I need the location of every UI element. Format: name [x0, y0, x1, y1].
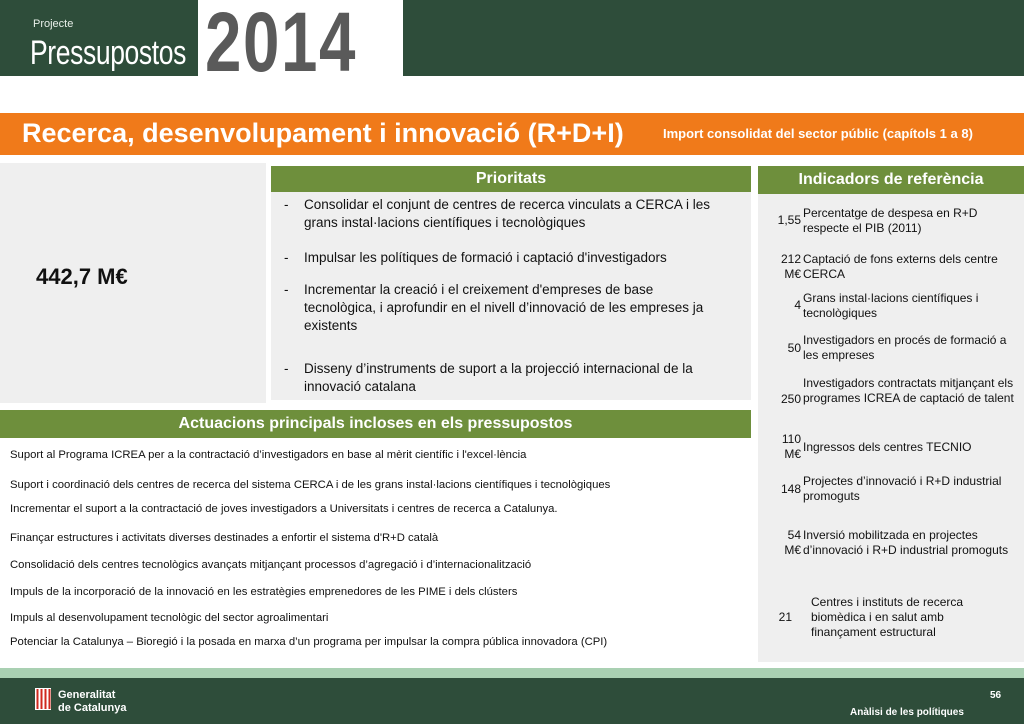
indicator-value: 50: [787, 341, 801, 355]
header-title: Pressupostos: [30, 34, 186, 72]
action-item: Suport i coordinació dels centres de recerca del sistema CERCA i de les grans instal·lacions científiques i tecnològiques: [10, 479, 611, 491]
indicators-heading: Indicadors de referència: [758, 166, 1024, 194]
priority-text: Disseny d’instruments de suport a la projecció internacional de la innovació catalana: [304, 361, 693, 394]
indicator-value: 250: [780, 392, 801, 406]
footer-section-label: Anàlisi de les polítiques: [850, 707, 964, 718]
priority-item: [284, 281, 729, 335]
bullet-dash: -: [284, 197, 289, 212]
indicator-value: 212 M€: [780, 252, 801, 281]
header-year: 2014: [205, 0, 358, 89]
action-item: Finançar estructures i activitats diverses destinades a enfortir el sistema d'R+D català: [10, 532, 439, 544]
action-item: Impuls al desenvolupament tecnològic del sector agroalimentari: [10, 612, 329, 624]
budget-amount: 442,7 M€: [36, 264, 128, 289]
indicator-value: 21: [778, 610, 792, 624]
indicator-value: 4: [794, 298, 801, 312]
action-item: Impuls de la incorporació de la innovació en les estratègies emprenedores de les PIME i dels clústers: [10, 586, 518, 598]
indicator-value: 148: [780, 482, 801, 496]
section-title: Recerca, desenvolupament i innovació (R+D+I): [22, 118, 624, 148]
org-name-line2: de Catalunya: [58, 702, 127, 714]
indicator-value: 54 M€: [784, 528, 801, 557]
priority-text: Incrementar la creació i el creixement d'empreses de base tecnològica, i aprofundir en el nivell d’innovació de les empreses ja existents: [304, 282, 704, 333]
priority-item: [284, 196, 729, 232]
priority-item: [284, 360, 729, 396]
footer-accent-stripe: [0, 668, 1024, 678]
indicator-value: 110 M€: [781, 432, 801, 461]
indicator-label: Inversió mobilitzada en projectes d’innovació i R+D industrial promoguts: [803, 528, 1009, 557]
indicator-label: Grans instal·lacions científiques i tecnològiques: [803, 291, 979, 320]
indicator-value: 1,55: [777, 213, 801, 227]
bullet-dash: -: [284, 250, 289, 265]
indicator-label: Investigadors contractats mitjançant els programes ICREA de captació de talent: [803, 376, 1014, 405]
priority-text: Consolidar el conjunt de centres de recerca vinculats a CERCA i les grans instal·lacions científiques i tecnològiques: [304, 197, 710, 230]
priorities-heading: Prioritats: [271, 166, 751, 192]
page-number: 56: [990, 690, 1002, 701]
priority-text: Impulsar les polítiques de formació i captació d'investigadors: [304, 250, 667, 265]
indicator-label: Ingressos dels centres TECNIO: [803, 440, 972, 454]
indicator-label: Centres i instituts de recerca biomèdica i en salut amb finançament estructural: [811, 595, 964, 639]
bullet-dash: -: [284, 361, 289, 376]
indicator-label: Percentatge de despesa en R+D respecte el PIB (2011): [803, 206, 978, 235]
action-item: Consolidació dels centres tecnològics avançats mitjançant processos d’agregació i d’internacionalització: [10, 559, 532, 571]
priority-item: [284, 249, 729, 267]
org-name-line1: Generalitat: [58, 689, 116, 701]
project-label: Projecte: [33, 18, 74, 30]
indicator-label: Projectes d’innovació i R+D industrial promoguts: [803, 474, 1002, 503]
bullet-dash: -: [284, 282, 289, 297]
actions-heading: Actuacions principals incloses en els pressupostos: [0, 410, 751, 438]
indicator-label: Investigadors en procés de formació a les empreses: [803, 333, 1007, 362]
indicator-label: Captació de fons externs dels centre CERCA: [803, 252, 998, 281]
generalitat-logo-icon: [35, 688, 51, 710]
action-item: Potenciar la Catalunya – Bioregió i la posada en marxa d’un programa per impulsar la compra pública innovadora (CPI): [10, 636, 608, 648]
section-subtitle: Import consolidat del sector públic (capítols 1 a 8): [663, 126, 973, 141]
action-item: Incrementar el suport a la contractació de joves investigadors a Universitats i centres de recerca a Catalunya.: [10, 503, 558, 515]
action-item: Suport al Programa ICREA per a la contractació d’investigadors en base al mèrit científic i l'excel·lència: [10, 449, 527, 461]
actions-panel: [0, 440, 751, 662]
